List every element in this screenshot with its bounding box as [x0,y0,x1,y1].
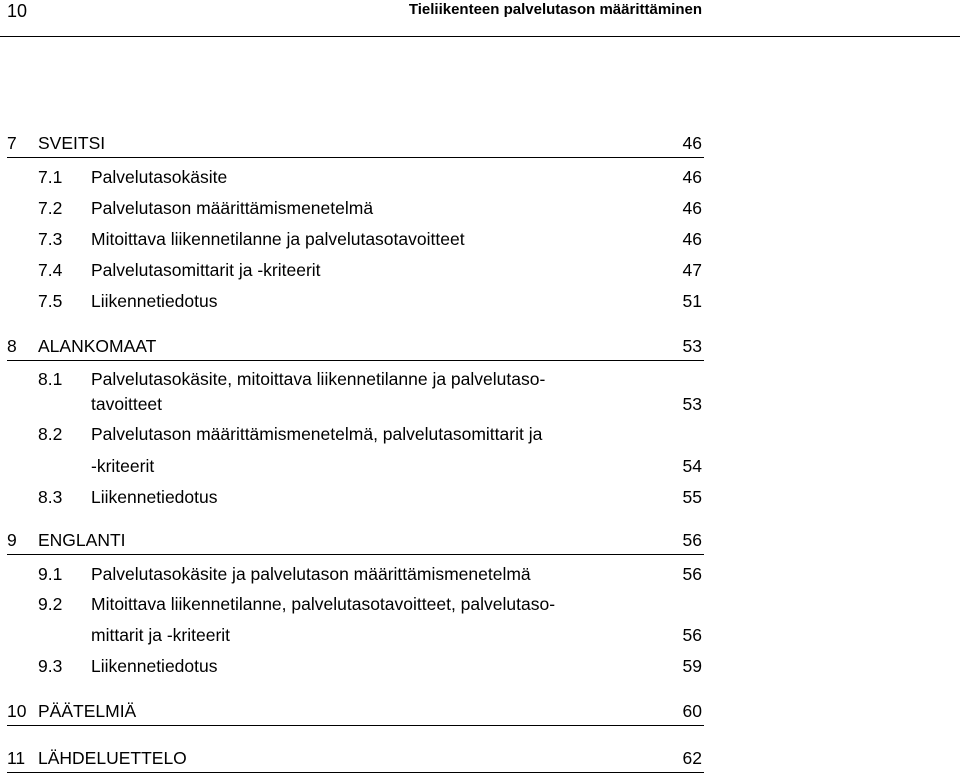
page-ref: 47 [682,260,702,280]
page-number: 10 [7,1,28,21]
chapter-underline [7,725,704,726]
page-header [0,0,960,37]
chapter-number: 10 [7,701,27,721]
page-ref: 46 [682,198,702,218]
page-ref: 54 [682,456,702,476]
chapter-number: 8 [7,336,17,356]
section-title: Liikennetiedotus [91,291,218,311]
section-title: Liikennetiedotus [91,656,218,676]
chapter-title: ENGLANTI [38,530,126,550]
section-number: 7.2 [38,198,63,218]
section-number: 7.4 [38,260,63,280]
section-title-line2: -kriteerit [91,456,155,476]
page-ref: 56 [682,625,702,645]
page-ref: 53 [682,394,702,414]
section-title-line1: Mitoittava liikennetilanne, palvelutasotavoitteet, palvelutaso- [91,594,556,614]
running-title: Tieliikenteen palvelutason määrittäminen [408,1,702,18]
section-title-line2: tavoitteet [91,394,163,414]
section-title-line2: mittarit ja -kriteerit [91,625,231,645]
page-ref: 59 [682,656,702,676]
section-number: 8.2 [38,424,63,444]
chapter-underline [7,360,704,361]
chapter-number: 9 [7,530,17,550]
chapter-number: 7 [7,133,17,153]
section-title: Palvelutasokäsite [91,167,228,187]
page-ref: 46 [682,167,702,187]
section-number: 9.2 [38,594,63,614]
page-ref: 62 [682,748,702,768]
section-number: 9.3 [38,656,63,676]
chapter-number: 11 [7,748,26,768]
chapter-title: SVEITSI [38,133,106,153]
section-title: Palvelutasokäsite ja palvelutason määrittämismenetelmä [91,564,531,584]
section-title-line1: Palvelutason määrittämismenetelmä, palvelutasomittarit ja [91,424,543,444]
page-ref: 55 [682,487,702,507]
page-ref: 51 [682,291,702,311]
section-number: 7.5 [38,291,63,311]
chapter-underline [7,157,704,158]
chapter-title: LÄHDELUETTELO [38,748,187,768]
page-ref: 56 [682,530,702,550]
section-title: Mitoittava liikennetilanne ja palvelutasotavoitteet [91,229,465,249]
chapter-title: ALANKOMAAT [38,336,157,356]
section-title: Palvelutason määrittämismenetelmä [91,198,374,218]
chapter-title: PÄÄTELMIÄ [38,701,137,721]
page-ref: 46 [682,133,702,153]
page-ref: 53 [682,336,702,356]
section-number: 7.1 [38,167,63,187]
chapter-underline [7,554,704,555]
section-number: 8.3 [38,487,63,507]
section-title: Liikennetiedotus [91,487,218,507]
page-ref: 60 [682,701,702,721]
section-title-line1: Palvelutasokäsite, mitoittava liikennetilanne ja palvelutaso- [91,369,546,389]
chapter-underline [7,772,704,773]
section-number: 8.1 [38,369,63,389]
section-number: 9.1 [38,564,63,584]
section-number: 7.3 [38,229,63,249]
page-ref: 46 [682,229,702,249]
page-ref: 56 [682,564,702,584]
section-title: Palvelutasomittarit ja -kriteerit [91,260,321,280]
